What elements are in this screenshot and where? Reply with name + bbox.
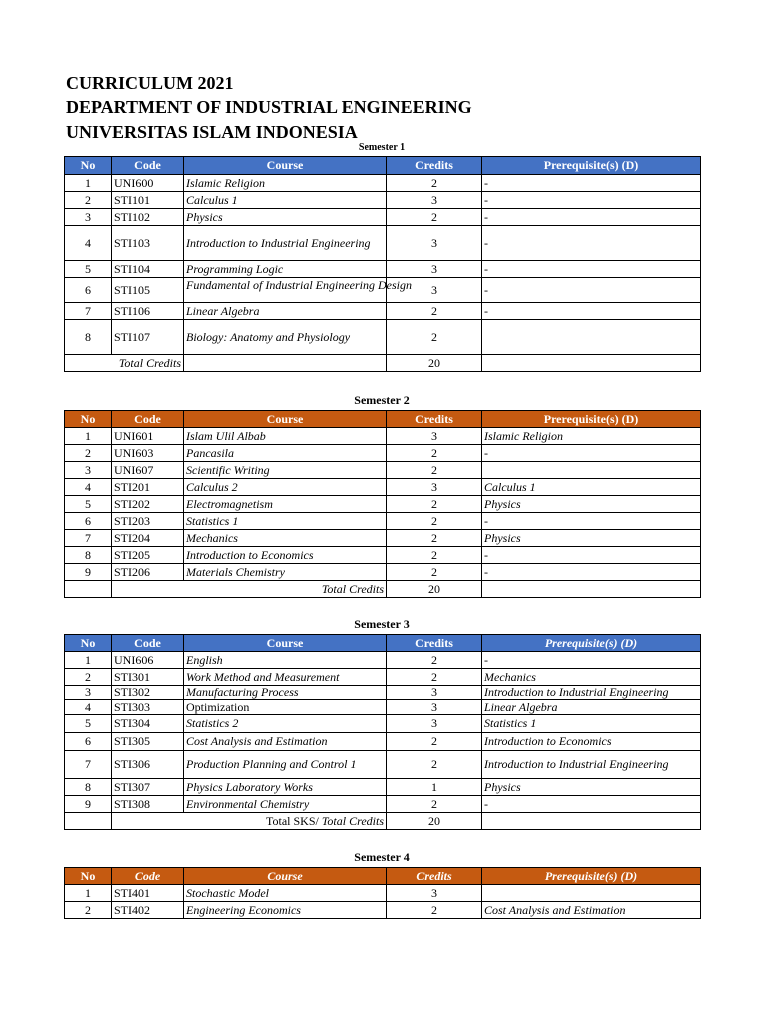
row-credits: 3	[387, 715, 482, 733]
row-code: UNI600	[112, 175, 184, 192]
row-credits: 2	[387, 669, 482, 686]
table-row	[65, 700, 701, 715]
col-credits-header: Credits	[387, 157, 482, 175]
row-no: 3	[65, 686, 112, 700]
row-course: Scientific Writing	[184, 462, 387, 479]
curriculum-title: CURRICULUM 2021	[66, 73, 234, 93]
total-prereq-empty	[482, 355, 701, 372]
table-row	[65, 885, 701, 902]
row-no: 5	[65, 715, 112, 733]
total-row	[65, 813, 701, 830]
row-prereq: Calculus 1	[482, 479, 701, 496]
row-no: 3	[65, 209, 112, 226]
total-credits-value: 20	[387, 355, 482, 372]
row-code: STI401	[112, 885, 184, 902]
col-code-header: Code	[112, 411, 184, 428]
row-code: STI308	[112, 796, 184, 813]
col-prereq-header: Prerequisite(s) (D)	[482, 411, 701, 428]
row-course: Introduction to Economics	[184, 547, 387, 564]
row-credits: 1	[387, 779, 482, 796]
col-no-header: No	[65, 411, 112, 428]
university-title: UNIVERSITAS ISLAM INDONESIA	[66, 122, 358, 142]
table-row	[65, 428, 701, 445]
table-row	[65, 278, 701, 303]
row-code: STI107	[112, 320, 184, 355]
row-prereq: -	[482, 209, 701, 226]
row-credits: 2	[387, 733, 482, 751]
row-credits: 3	[387, 428, 482, 445]
row-no: 2	[65, 902, 112, 919]
table-row	[65, 513, 701, 530]
row-prereq: -	[482, 652, 701, 669]
row-code: STI204	[112, 530, 184, 547]
table-row	[65, 715, 701, 733]
semester-1-label: Semester 1	[358, 142, 406, 153]
row-code: STI101	[112, 192, 184, 209]
col-course-header: Course	[184, 411, 387, 428]
row-course: Production Planning and Control 1	[184, 751, 387, 779]
table-row	[65, 733, 701, 751]
row-code: STI106	[112, 303, 184, 320]
col-no-header: No	[65, 868, 112, 885]
row-prereq: Mechanics	[482, 669, 701, 686]
row-credits: 2	[387, 496, 482, 513]
table-row	[65, 320, 701, 355]
total-spacer	[184, 355, 387, 372]
row-prereq: Introduction to Industrial Engineering	[482, 686, 701, 700]
table-header-row	[65, 635, 701, 652]
semester-4-table	[64, 867, 701, 919]
row-course: Cost Analysis and Estimation	[184, 733, 387, 751]
row-prereq: -	[482, 175, 701, 192]
row-credits: 2	[387, 547, 482, 564]
row-code: STI303	[112, 700, 184, 715]
row-no: 1	[65, 175, 112, 192]
col-prereq-header: Prerequisite(s) (D)	[482, 868, 701, 885]
row-course: Work Method and Measurement	[184, 669, 387, 686]
table-row	[65, 779, 701, 796]
row-course	[184, 278, 412, 303]
row-code: STI302	[112, 686, 184, 700]
row-course: Biology: Anatomy and Physiology	[184, 320, 387, 355]
row-course: Calculus 1	[184, 192, 387, 209]
row-code: STI307	[112, 779, 184, 796]
table-row	[65, 564, 701, 581]
table-row	[65, 445, 701, 462]
col-no-header: No	[65, 635, 112, 652]
col-code-header: Code	[112, 868, 184, 885]
row-course: Physics	[184, 209, 387, 226]
row-prereq	[482, 320, 701, 355]
row-course: Pancasila	[184, 445, 387, 462]
row-no: 3	[65, 462, 112, 479]
row-prereq: -	[482, 547, 701, 564]
row-credits: 2	[387, 209, 482, 226]
row-no: 8	[65, 320, 112, 355]
total-credits-label	[112, 813, 387, 830]
col-course-header: Course	[184, 635, 387, 652]
row-code: STI205	[112, 547, 184, 564]
table-row	[65, 547, 701, 564]
row-prereq: -	[482, 192, 701, 209]
col-course-header: Course	[184, 868, 387, 885]
row-course: Electromagnetism	[184, 496, 387, 513]
row-code: STI104	[112, 261, 184, 278]
semester-1-table	[64, 156, 701, 372]
row-course: Physics Laboratory Works	[184, 779, 387, 796]
total-credits-label: Total Credits	[112, 581, 387, 598]
row-course: Materials Chemistry	[184, 564, 387, 581]
row-code: STI102	[112, 209, 184, 226]
row-credits: 3	[387, 686, 482, 700]
row-no: 5	[65, 496, 112, 513]
row-no: 9	[65, 796, 112, 813]
row-prereq: Cost Analysis and Estimation	[482, 902, 701, 919]
col-code-header: Code	[112, 157, 184, 175]
row-no: 7	[65, 303, 112, 320]
row-credits: 3	[387, 479, 482, 496]
total-credits-value: 20	[387, 813, 482, 830]
row-prereq	[482, 462, 701, 479]
semester-3-table	[64, 634, 701, 830]
row-no: 1	[65, 652, 112, 669]
row-course: Statistics 2	[184, 715, 387, 733]
semester-2-table	[64, 410, 701, 598]
total-sks-label: Total SKS/	[266, 813, 322, 828]
col-no-header: No	[65, 157, 112, 175]
table-row	[65, 902, 701, 919]
col-prereq-header: Prerequisite(s) (D)	[482, 157, 701, 175]
row-code: STI304	[112, 715, 184, 733]
row-no: 8	[65, 779, 112, 796]
row-credits: 3	[387, 700, 482, 715]
row-course: Manufacturing Process	[184, 686, 387, 700]
row-code: UNI607	[112, 462, 184, 479]
table-row	[65, 530, 701, 547]
row-prereq: Physics	[482, 496, 701, 513]
row-no: 7	[65, 751, 112, 779]
table-row	[65, 209, 701, 226]
semester-3-label: Semester 3	[354, 617, 410, 631]
row-prereq: -	[482, 564, 701, 581]
row-no: 2	[65, 669, 112, 686]
row-credits: 2	[387, 902, 482, 919]
row-code: UNI601	[112, 428, 184, 445]
row-no: 6	[65, 278, 112, 303]
col-credits-header: Credits	[387, 635, 482, 652]
row-code: STI105	[112, 278, 184, 303]
row-credits: 2	[387, 530, 482, 547]
col-prereq-header: Prerequisite(s) (D)	[482, 635, 701, 652]
table-row	[65, 669, 701, 686]
table-row	[65, 261, 701, 278]
row-code: STI201	[112, 479, 184, 496]
department-title: DEPARTMENT OF INDUSTRIAL ENGINEERING	[66, 97, 472, 117]
row-prereq: Linear Algebra	[482, 700, 701, 715]
table-header-row	[65, 157, 701, 175]
table-row	[65, 496, 701, 513]
table-row	[65, 652, 701, 669]
total-no-empty	[65, 813, 112, 830]
table-row	[65, 751, 701, 779]
row-course: Programming Logic	[184, 261, 387, 278]
row-no: 4	[65, 700, 112, 715]
row-prereq: Islamic Religion	[482, 428, 701, 445]
row-course-text: Fundamental of Industrial Engineering Design	[186, 278, 412, 292]
row-credits: 2	[387, 796, 482, 813]
row-no: 2	[65, 445, 112, 462]
row-no: 8	[65, 547, 112, 564]
row-credits: 2	[387, 303, 482, 320]
row-course: Engineering Economics	[184, 902, 387, 919]
row-credits: 2	[387, 462, 482, 479]
row-code: STI202	[112, 496, 184, 513]
row-prereq: Introduction to Economics	[482, 733, 701, 751]
table-header-row	[65, 868, 701, 885]
row-course: Introduction to Industrial Engineering	[184, 226, 387, 261]
table-header-row	[65, 411, 701, 428]
row-course: Linear Algebra	[184, 303, 387, 320]
total-prereq-empty	[482, 813, 701, 830]
row-no: 5	[65, 261, 112, 278]
row-prereq: -	[482, 796, 701, 813]
row-course: Optimization	[184, 700, 387, 715]
row-no: 9	[65, 564, 112, 581]
row-prereq: -	[482, 261, 701, 278]
row-credits: 2	[387, 175, 482, 192]
row-no: 6	[65, 513, 112, 530]
semester-4-label: Semester 4	[354, 850, 410, 864]
row-course: Islamic Religion	[184, 175, 387, 192]
row-prereq	[482, 885, 701, 902]
total-credits-label-italic: Total Credits	[321, 813, 384, 828]
semester-2-label: Semester 2	[354, 393, 410, 407]
row-no: 6	[65, 733, 112, 751]
col-credits-header: Credits	[387, 868, 482, 885]
row-no: 1	[65, 885, 112, 902]
row-course: Islam Ulil Albab	[184, 428, 387, 445]
row-credits: 2	[387, 320, 482, 355]
table-row	[65, 192, 701, 209]
row-no: 7	[65, 530, 112, 547]
table-row	[65, 175, 701, 192]
table-row	[65, 226, 701, 261]
row-credits: 3	[387, 261, 482, 278]
table-row	[65, 796, 701, 813]
row-course: English	[184, 652, 387, 669]
row-credits: 2	[387, 652, 482, 669]
row-no: 4	[65, 479, 112, 496]
row-prereq: Physics	[482, 530, 701, 547]
row-prereq: Introduction to Industrial Engineering	[482, 751, 701, 779]
total-no-empty	[65, 581, 112, 598]
row-code: UNI603	[112, 445, 184, 462]
table-row	[65, 462, 701, 479]
row-code: STI402	[112, 902, 184, 919]
row-credits: 2	[387, 513, 482, 530]
row-course: Environmental Chemistry	[184, 796, 387, 813]
row-code: STI301	[112, 669, 184, 686]
total-row	[65, 355, 701, 372]
row-course: Statistics 1	[184, 513, 387, 530]
row-code: STI306	[112, 751, 184, 779]
row-course: Stochastic Model	[184, 885, 387, 902]
total-credits-value: 20	[387, 581, 482, 598]
total-credits-label: Total Credits	[65, 355, 184, 372]
row-no: 1	[65, 428, 112, 445]
row-credits: 3	[387, 278, 482, 303]
row-credits: 3	[387, 226, 482, 261]
table-row	[65, 303, 701, 320]
row-credits: 2	[387, 564, 482, 581]
table-row	[65, 479, 701, 496]
row-credits: 2	[387, 751, 482, 779]
row-code: STI206	[112, 564, 184, 581]
table-row	[65, 686, 701, 700]
row-no: 4	[65, 226, 112, 261]
row-course: Calculus 2	[184, 479, 387, 496]
row-credits: 3	[387, 192, 482, 209]
row-prereq: -	[482, 445, 701, 462]
row-prereq: -	[482, 303, 701, 320]
col-credits-header: Credits	[387, 411, 482, 428]
row-credits: 3	[387, 885, 482, 902]
row-prereq: -	[482, 513, 701, 530]
row-code: STI203	[112, 513, 184, 530]
row-prereq: Statistics 1	[482, 715, 701, 733]
row-credits: 2	[387, 445, 482, 462]
row-no: 2	[65, 192, 112, 209]
row-prereq: -	[482, 226, 701, 261]
row-code: STI305	[112, 733, 184, 751]
col-course-header: Course	[184, 157, 387, 175]
row-prereq: -	[482, 278, 701, 303]
row-prereq: Physics	[482, 779, 701, 796]
row-course: Mechanics	[184, 530, 387, 547]
col-code-header: Code	[112, 635, 184, 652]
row-code: UNI606	[112, 652, 184, 669]
total-row	[65, 581, 701, 598]
row-code: STI103	[112, 226, 184, 261]
total-prereq-empty	[482, 581, 701, 598]
